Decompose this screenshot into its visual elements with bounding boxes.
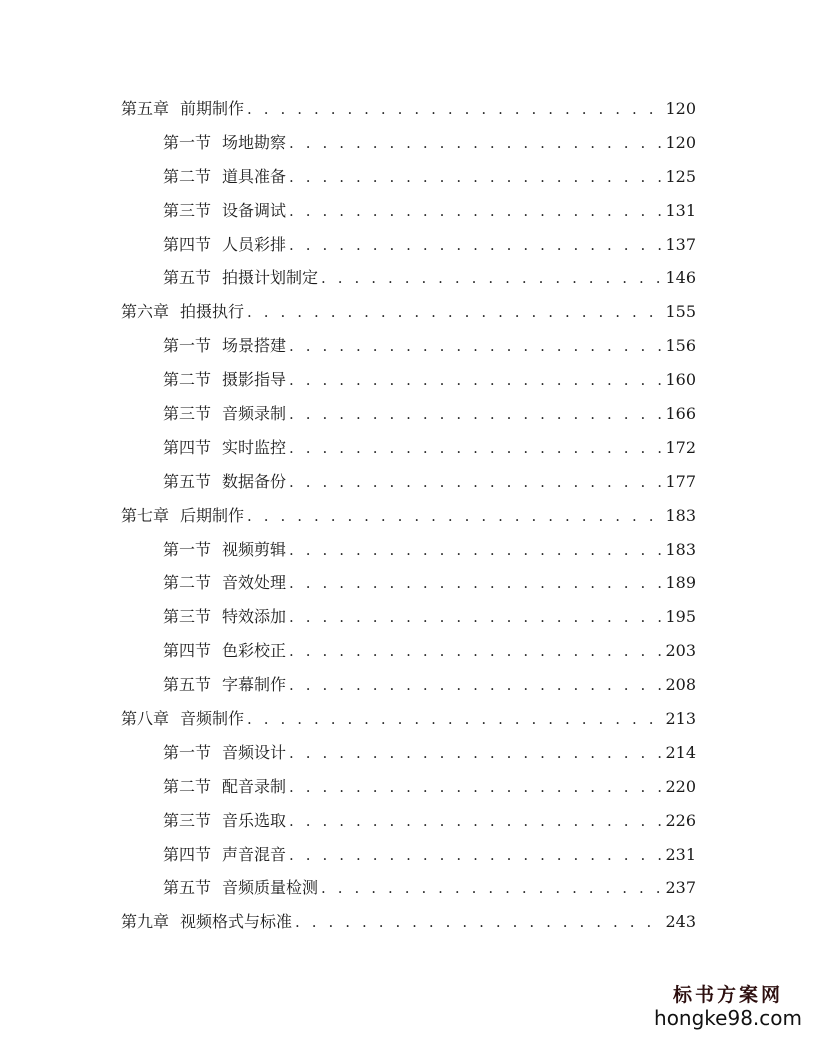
toc-entry-number: 第一节: [163, 539, 212, 559]
toc-chapter-entry[interactable]: [121, 295, 696, 329]
toc-dot-leader: [247, 500, 661, 534]
toc-dot-leader: [289, 839, 661, 873]
watermark-url: hongke98.com: [654, 1006, 802, 1030]
toc-entry-title: 色彩校正: [222, 641, 287, 661]
toc-entry-number: 第二节: [163, 370, 212, 390]
toc-dot-leader: [289, 330, 661, 364]
toc-section-entry[interactable]: [121, 804, 696, 838]
toc-dot-leader: [289, 398, 661, 432]
toc-page-number: 120: [665, 132, 696, 152]
toc-dot-leader: [289, 195, 661, 229]
toc-entry-number: 第六章: [121, 302, 170, 322]
toc-dot-leader: [289, 466, 661, 500]
toc-page-number: 172: [665, 437, 696, 457]
toc-page-number: 160: [665, 370, 696, 390]
toc-dot-leader: [289, 567, 661, 601]
toc-entry-title: 音频录制: [222, 404, 287, 424]
toc-dot-leader: [289, 737, 661, 771]
toc-dot-leader: [289, 669, 661, 703]
toc-chapter-entry[interactable]: [121, 905, 696, 939]
toc-page-number: 137: [665, 234, 696, 254]
toc-entry-number: 第二节: [163, 573, 212, 593]
toc-entry-title: 数据备份: [222, 471, 287, 491]
toc-entry-number: 第七章: [121, 505, 170, 525]
toc-entry-title: 特效添加: [222, 607, 287, 627]
toc-entry-number: 第四节: [163, 641, 212, 661]
toc-entry-title: 摄影指导: [222, 370, 287, 390]
toc-section-entry[interactable]: [121, 261, 696, 295]
toc-entry-title: 音频质量检测: [222, 878, 319, 898]
toc-section-entry[interactable]: [121, 533, 696, 567]
toc-section-entry[interactable]: [121, 465, 696, 499]
toc-entry-number: 第一节: [163, 742, 212, 762]
toc-dot-leader: [289, 534, 661, 568]
toc-section-entry[interactable]: [121, 736, 696, 770]
toc-section-entry[interactable]: [121, 566, 696, 600]
toc-entry-title: 后期制作: [180, 505, 245, 525]
toc-entry-number: 第四节: [163, 437, 212, 457]
watermark-title: 标书方案网: [673, 984, 784, 1006]
toc-page-number: 156: [665, 336, 696, 356]
toc-dot-leader: [289, 432, 661, 466]
toc-entry-title: 视频剪辑: [222, 539, 287, 559]
toc-dot-leader: [247, 296, 661, 330]
toc-dot-leader: [321, 262, 661, 296]
toc-page-number: 183: [665, 539, 696, 559]
toc-entry-number: 第四节: [163, 844, 212, 864]
toc-section-entry[interactable]: [121, 160, 696, 194]
toc-page-number: 155: [665, 302, 696, 322]
toc-page-number: 146: [665, 268, 696, 288]
toc-entry-title: 声音混音: [222, 844, 287, 864]
toc-dot-leader: [321, 872, 661, 906]
watermark: [654, 984, 802, 1030]
toc-entry-number: 第四节: [163, 234, 212, 254]
toc-section-entry[interactable]: [121, 194, 696, 228]
toc-entry-number: 第八章: [121, 709, 170, 729]
toc-dot-leader: [289, 601, 661, 635]
toc-section-entry[interactable]: [121, 126, 696, 160]
toc-dot-leader: [289, 229, 661, 263]
toc-entry-title: 实时监控: [222, 437, 287, 457]
toc-entry-title: 字幕制作: [222, 675, 287, 695]
toc-section-entry[interactable]: [121, 634, 696, 668]
toc-entry-number: 第五节: [163, 471, 212, 491]
toc-entry-title: 场景搭建: [222, 336, 287, 356]
toc-section-entry[interactable]: [121, 838, 696, 872]
toc-dot-leader: [295, 906, 661, 940]
toc-entry-number: 第三节: [163, 810, 212, 830]
toc-chapter-entry[interactable]: [121, 499, 696, 533]
toc-entry-number: 第三节: [163, 200, 212, 220]
toc-section-entry[interactable]: [121, 431, 696, 465]
toc-page-number: 213: [665, 709, 696, 729]
toc-page-number: 120: [665, 99, 696, 118]
toc-page-number: 231: [665, 844, 696, 864]
toc-section-entry[interactable]: [121, 363, 696, 397]
table-of-contents: [121, 92, 696, 939]
toc-entry-title: 拍摄执行: [180, 302, 245, 322]
toc-section-entry[interactable]: [121, 329, 696, 363]
toc-chapter-entry[interactable]: [121, 92, 696, 126]
toc-entry-number: 第一节: [163, 132, 212, 152]
toc-entry-title: 设备调试: [222, 200, 287, 220]
toc-page-number: 183: [665, 505, 696, 525]
toc-entry-number: 第五节: [163, 675, 212, 695]
toc-page-number: 243: [665, 912, 696, 932]
toc-page-number: 189: [665, 573, 696, 593]
toc-section-entry[interactable]: [121, 228, 696, 262]
toc-section-entry[interactable]: [121, 871, 696, 905]
toc-section-entry[interactable]: [121, 668, 696, 702]
toc-entry-number: 第三节: [163, 404, 212, 424]
toc-entry-title: 音频设计: [222, 742, 287, 762]
toc-page-number: 195: [665, 607, 696, 627]
toc-section-entry[interactable]: [121, 770, 696, 804]
toc-page-number: 166: [665, 404, 696, 424]
toc-entry-title: 音频制作: [180, 709, 245, 729]
toc-page-number: 214: [665, 742, 696, 762]
toc-dot-leader: [289, 805, 661, 839]
toc-entry-number: 第九章: [121, 912, 170, 932]
toc-chapter-entry[interactable]: [121, 702, 696, 736]
toc-entry-number: 第一节: [163, 336, 212, 356]
toc-page-number: 125: [665, 166, 696, 186]
toc-entry-number: 第二节: [163, 776, 212, 796]
toc-dot-leader: [289, 127, 661, 161]
toc-page-number: 203: [665, 641, 696, 661]
toc-section-entry[interactable]: [121, 600, 696, 634]
toc-entry-number: 第二节: [163, 166, 212, 186]
toc-entry-number: 第五节: [163, 878, 212, 898]
toc-dot-leader: [289, 635, 661, 669]
toc-entry-number: 第三节: [163, 607, 212, 627]
toc-dot-leader: [289, 771, 661, 805]
toc-entry-title: 人员彩排: [222, 234, 287, 254]
toc-entry-title: 音乐选取: [222, 810, 287, 830]
toc-page-number: 226: [665, 810, 696, 830]
toc-page-number: 208: [665, 675, 696, 695]
toc-page-number: 131: [665, 200, 696, 220]
toc-entry-title: 音效处理: [222, 573, 287, 593]
toc-entry-number: 第五节: [163, 268, 212, 288]
toc-page-number: 220: [665, 776, 696, 796]
toc-page-number: 237: [665, 878, 696, 898]
toc-entry-title: 前期制作: [180, 99, 245, 118]
toc-dot-leader: [289, 364, 661, 398]
toc-dot-leader: [247, 703, 661, 737]
toc-entry-title: 道具准备: [222, 166, 287, 186]
toc-section-entry[interactable]: [121, 397, 696, 431]
toc-dot-leader: [289, 161, 661, 195]
toc-entry-title: 配音录制: [222, 776, 287, 796]
toc-entry-title: 视频格式与标准: [180, 912, 293, 932]
toc-entry-title: 场地勘察: [222, 132, 287, 152]
toc-dot-leader: [247, 93, 661, 127]
toc-page-number: 177: [665, 471, 696, 491]
toc-entry-number: 第五章: [121, 99, 170, 118]
toc-entry-title: 拍摄计划制定: [222, 268, 319, 288]
